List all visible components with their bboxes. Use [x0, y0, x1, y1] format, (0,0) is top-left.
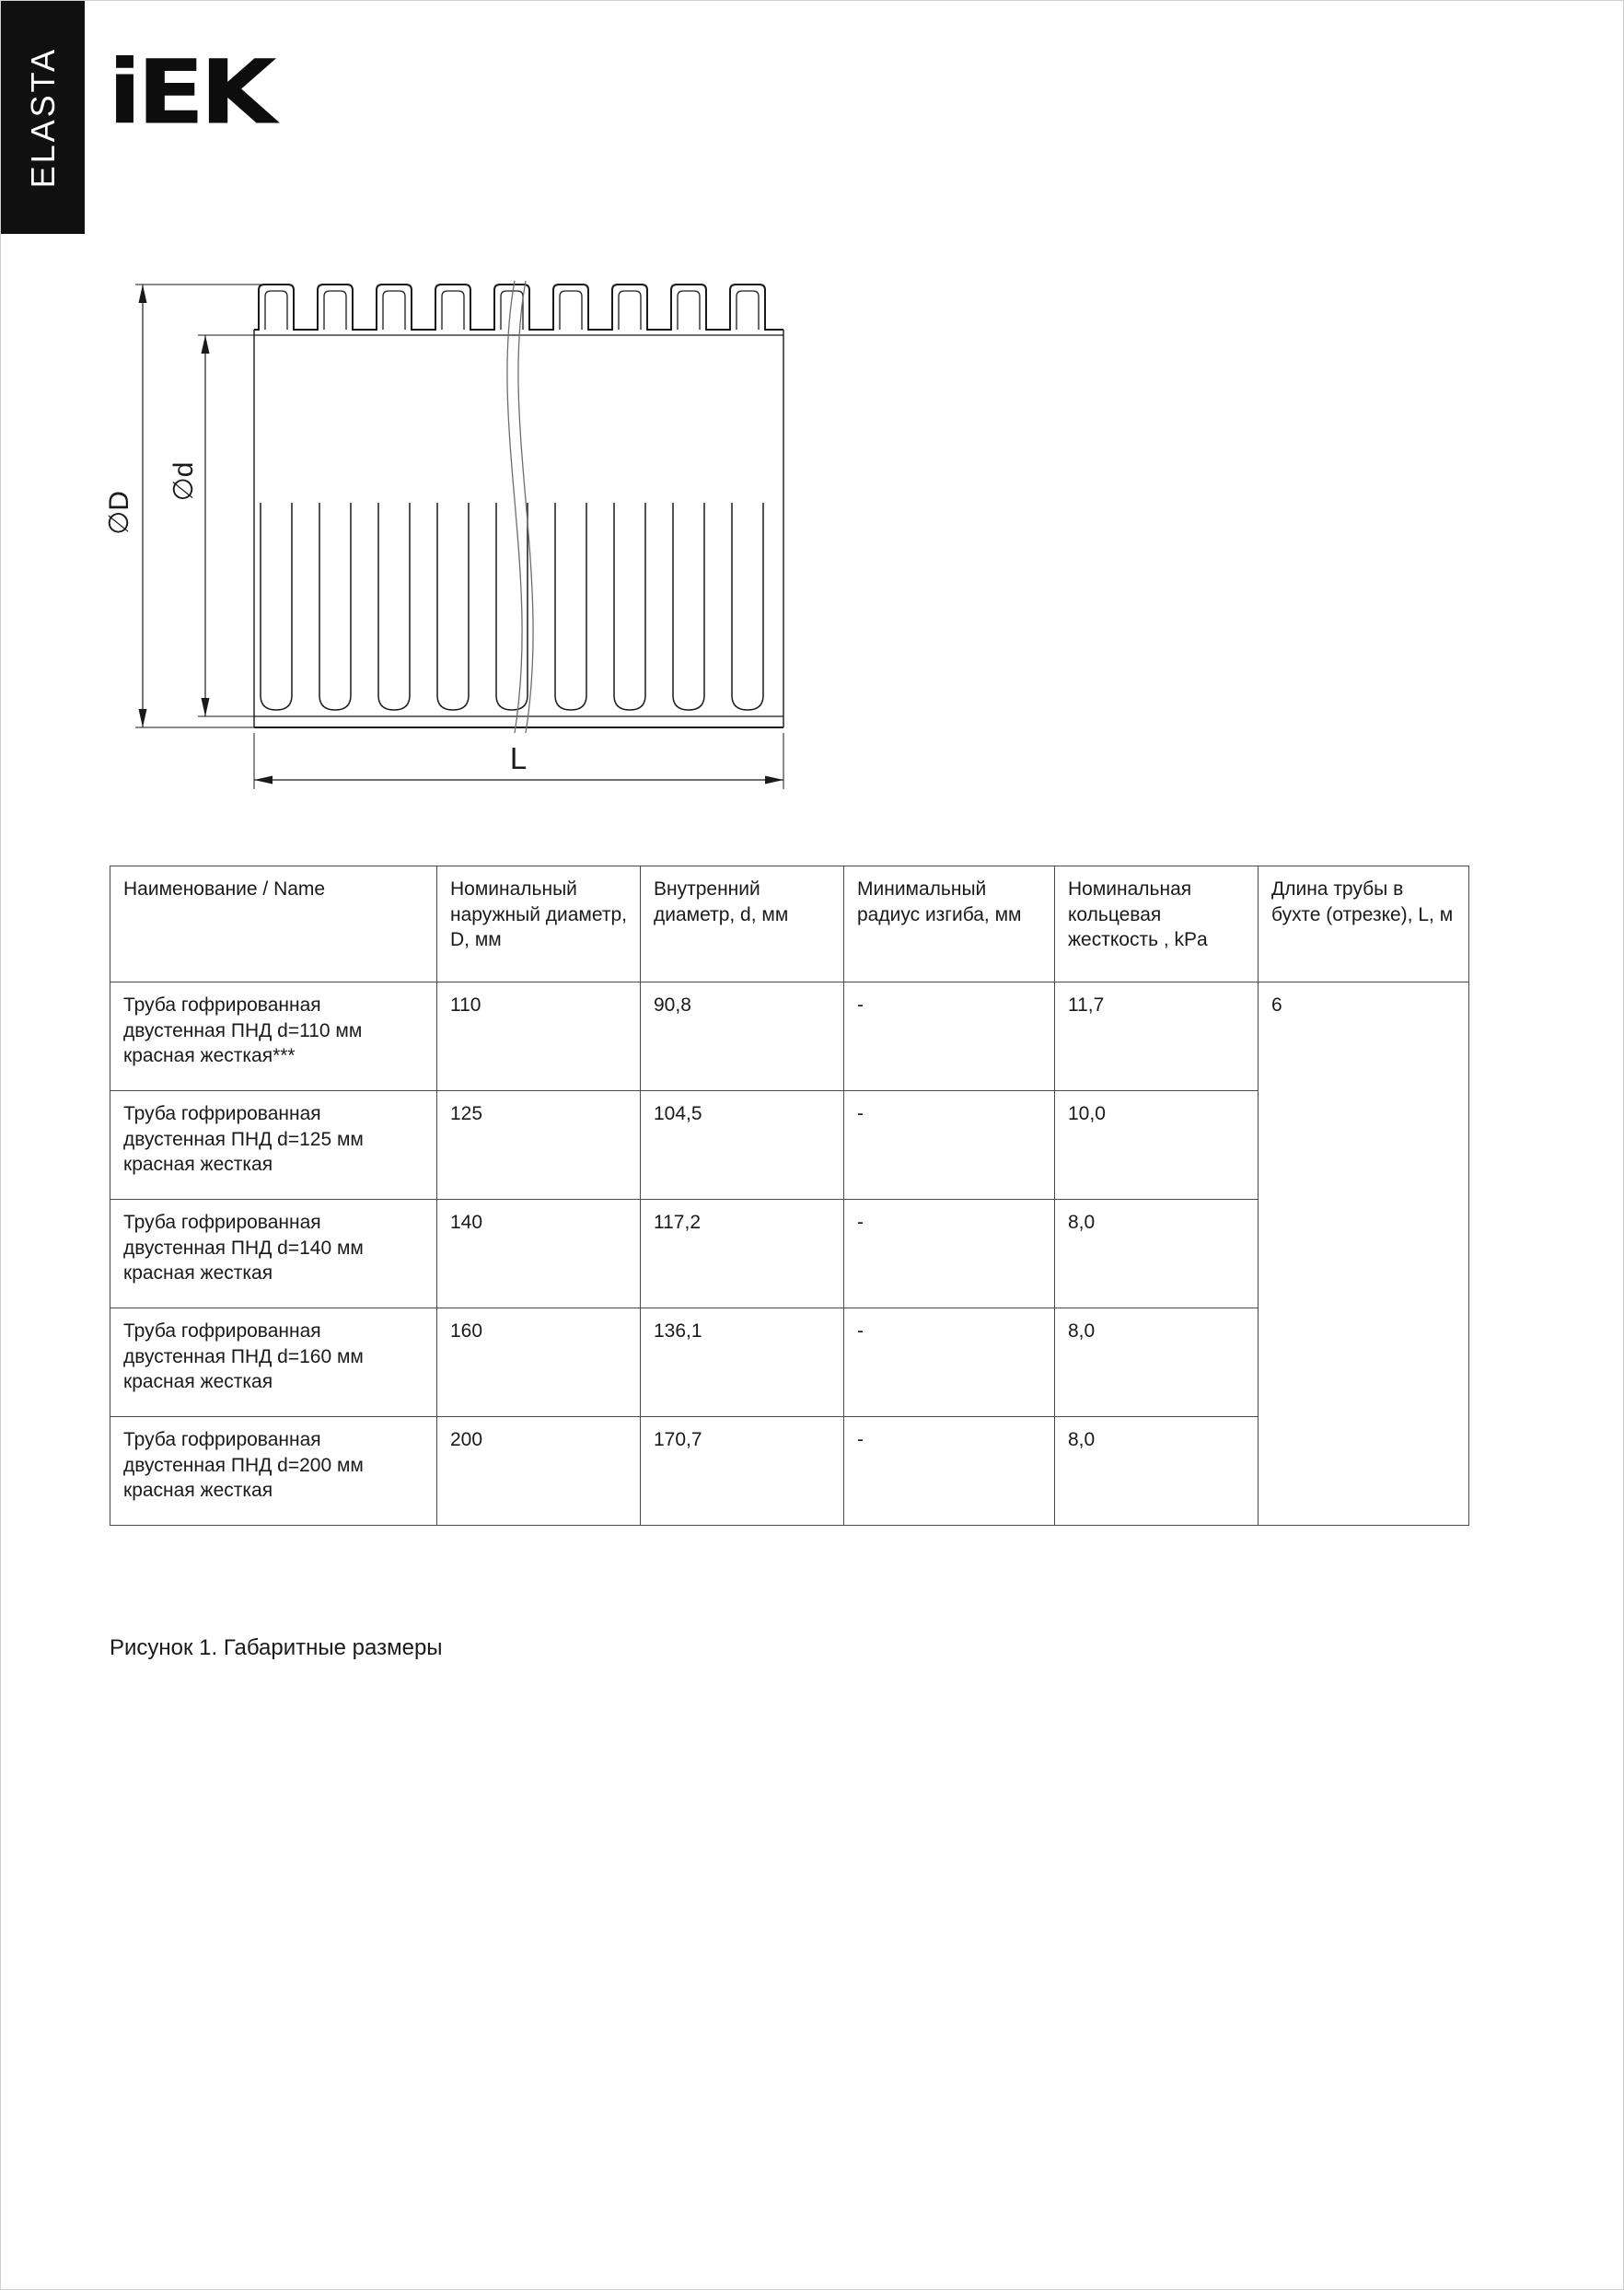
cell-outer-diameter: 160	[437, 1308, 641, 1417]
pipe-spec-table	[110, 866, 1469, 1526]
cell-bend-radius: -	[844, 982, 1055, 1091]
cell-bend-radius: -	[844, 1091, 1055, 1200]
cell-inner-diameter: 170,7	[641, 1417, 844, 1526]
cell-inner-diameter: 104,5	[641, 1091, 844, 1200]
header-inner-diameter: Внутренний диаметр, d, мм	[641, 866, 844, 982]
cell-name: Труба гофрированная двустенная ПНД d=200 мм красная жесткая	[110, 1417, 437, 1526]
header-ring-stiffness: Номинальная кольцевая жесткость , kPa	[1055, 866, 1259, 982]
header-coil-length: Длина трубы в бухте (отрезке), L, м	[1259, 866, 1469, 982]
outer-diameter-label: ∅D	[104, 491, 134, 535]
brand-strip	[1, 1, 85, 234]
cell-ring-stiffness: 8,0	[1055, 1200, 1259, 1308]
cell-name: Труба гофрированная двустенная ПНД d=160 мм красная жесткая	[110, 1308, 437, 1417]
inner-diameter-label: ∅d	[168, 461, 199, 502]
cell-outer-diameter: 110	[437, 982, 641, 1091]
cell-bend-radius: -	[844, 1417, 1055, 1526]
cell-name: Труба гофрированная двустенная ПНД d=110 мм красная жесткая***	[110, 982, 437, 1091]
cell-bend-radius: -	[844, 1200, 1055, 1308]
table-header-row	[110, 866, 1469, 982]
header-name: Наименование / Name	[110, 866, 437, 982]
cell-inner-diameter: 136,1	[641, 1308, 844, 1417]
table-row	[110, 982, 1469, 1091]
pipe-dimension-diagram	[102, 268, 829, 820]
cell-inner-diameter: 117,2	[641, 1200, 844, 1308]
cell-outer-diameter: 125	[437, 1091, 641, 1200]
figure-caption: Рисунок 1. Габаритные размеры	[110, 1635, 443, 1660]
cell-bend-radius: -	[844, 1308, 1055, 1417]
cell-outer-diameter: 200	[437, 1417, 641, 1526]
corrugated-pipe-drawing	[102, 268, 829, 820]
cell-outer-diameter: 140	[437, 1200, 641, 1308]
cell-coil-length: 6	[1259, 982, 1469, 1526]
brand-vertical-label: ELASTA	[23, 46, 62, 189]
cell-ring-stiffness: 11,7	[1055, 982, 1259, 1091]
header-outer-diameter: Номинальный наружный диаметр, D, мм	[437, 866, 641, 982]
cell-ring-stiffness: 8,0	[1055, 1308, 1259, 1417]
iek-logo: iEK	[108, 41, 273, 145]
cell-name: Труба гофрированная двустенная ПНД d=140 мм красная жесткая	[110, 1200, 437, 1308]
cell-ring-stiffness: 8,0	[1055, 1417, 1259, 1526]
cell-inner-diameter: 90,8	[641, 982, 844, 1091]
length-label: L	[509, 741, 528, 775]
cell-name: Труба гофрированная двустенная ПНД d=125 мм красная жесткая	[110, 1091, 437, 1200]
header-bend-radius: Минимальный радиус изгиба, мм	[844, 866, 1055, 982]
cell-ring-stiffness: 10,0	[1055, 1091, 1259, 1200]
